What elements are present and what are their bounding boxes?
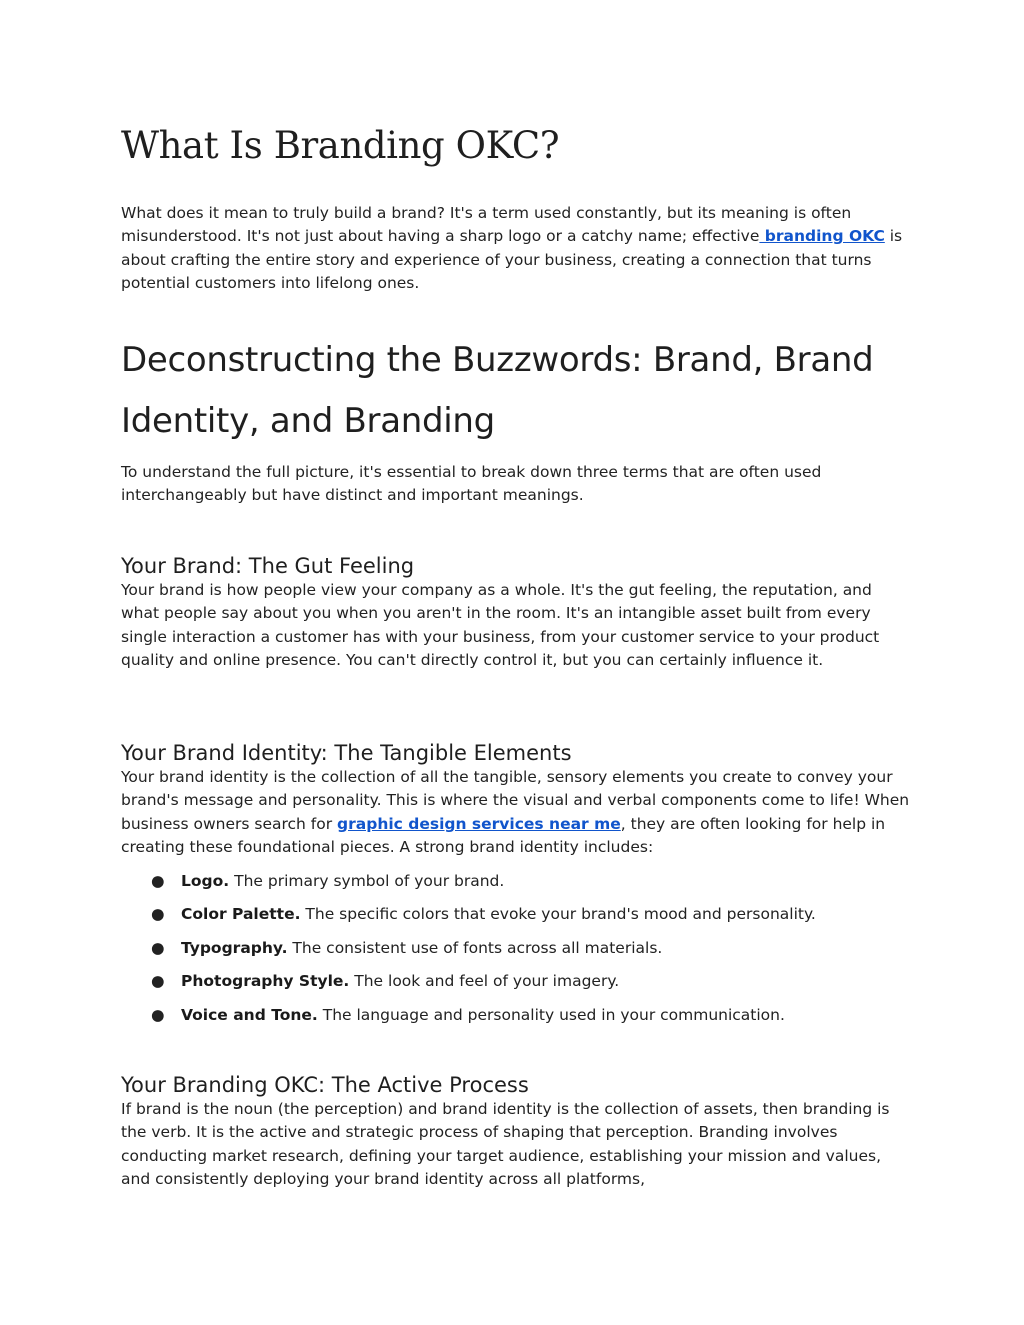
process-paragraph: If brand is the noun (the perception) and brand identity is the collection of assets, then branding is the verb. It is the active and strategic process of shaping that perception. Branding involves conducting market research, defining your target audience, establishing your mission and values, and consistently deploying your brand identity across all platforms, bbox=[121, 1100, 890, 1189]
section-heading: Deconstructing the Buzzwords: Brand, Brand Identity, and Branding bbox=[121, 340, 874, 441]
identity-text-before: Your brand identity is the collection of all the tangible, sensory elements you create to convey your brand's message and personality. This is where the visual and verbal components come to life! When business owners search for bbox=[121, 768, 910, 833]
identity-section bbox=[121, 740, 911, 1038]
list-item bbox=[121, 970, 911, 1004]
branding-okc-link[interactable]: branding OKC bbox=[759, 227, 885, 246]
bullet-icon: ● bbox=[151, 972, 165, 991]
intro-text-before: What does it mean to truly build a brand? It's a term used constantly, but its meaning is often misunderstood. It's not just about having a sharp logo or a catchy name; effective bbox=[121, 204, 852, 246]
intro-text-after: is about crafting the entire story and experience of your business, creating a connection that turns potential customers into lifelong ones. bbox=[121, 227, 903, 293]
list-item-term: Voice and Tone. bbox=[181, 1006, 318, 1024]
page-title: What Is Branding OKC? bbox=[121, 124, 560, 167]
list-item-desc: The consistent use of fonts across all materials. bbox=[287, 938, 663, 957]
list-item-term: Photography Style. bbox=[181, 972, 350, 991]
list-item-desc: The language and personality used in your communication. bbox=[317, 1006, 785, 1024]
list-item bbox=[121, 937, 911, 971]
list-item-term: Logo. bbox=[181, 871, 230, 890]
list-item bbox=[121, 903, 911, 937]
intro-paragraph bbox=[121, 202, 911, 296]
process-section bbox=[121, 1072, 911, 1192]
identity-text-after: , they are often looking for help in creating these foundational pieces. A strong brand identity includes: bbox=[121, 814, 886, 857]
section-intro-paragraph: To understand the full picture, it's essential to break down three terms that are often used interchangeably but have distinct and important meanings. bbox=[121, 463, 822, 505]
identity-heading: Your Brand Identity: The Tangible Elements bbox=[121, 741, 572, 765]
list-item bbox=[121, 870, 911, 904]
process-heading: Your Branding OKC: The Active Process bbox=[121, 1073, 529, 1097]
identity-elements-list bbox=[121, 870, 911, 1038]
graphic-design-link[interactable]: graphic design services near me bbox=[337, 814, 621, 833]
identity-paragraph bbox=[121, 766, 911, 860]
bullet-icon: ● bbox=[151, 871, 165, 890]
bullet-icon: ● bbox=[151, 905, 165, 924]
brand-section bbox=[121, 553, 911, 673]
list-item-desc: The specific colors that evoke your brand's mood and personality. bbox=[300, 905, 816, 924]
brand-heading: Your Brand: The Gut Feeling bbox=[121, 554, 415, 578]
list-item-desc: The primary symbol of your brand. bbox=[229, 871, 505, 890]
list-item-term: Typography. bbox=[181, 938, 288, 957]
list-item-desc: The look and feel of your imagery. bbox=[349, 972, 620, 991]
list-item bbox=[121, 1004, 911, 1038]
list-item-term: Color Palette. bbox=[181, 905, 301, 924]
bullet-icon: ● bbox=[151, 938, 165, 957]
brand-paragraph: Your brand is how people view your company as a whole. It's the gut feeling, the reputation, and what people say about you when you aren't in the room. It's an intangible asset built from every single interaction a customer has with your business, from your customer service to your product quality and online presence. You can't directly control it, but you can certainly influence it. bbox=[121, 581, 880, 670]
bullet-icon: ● bbox=[151, 1006, 165, 1024]
